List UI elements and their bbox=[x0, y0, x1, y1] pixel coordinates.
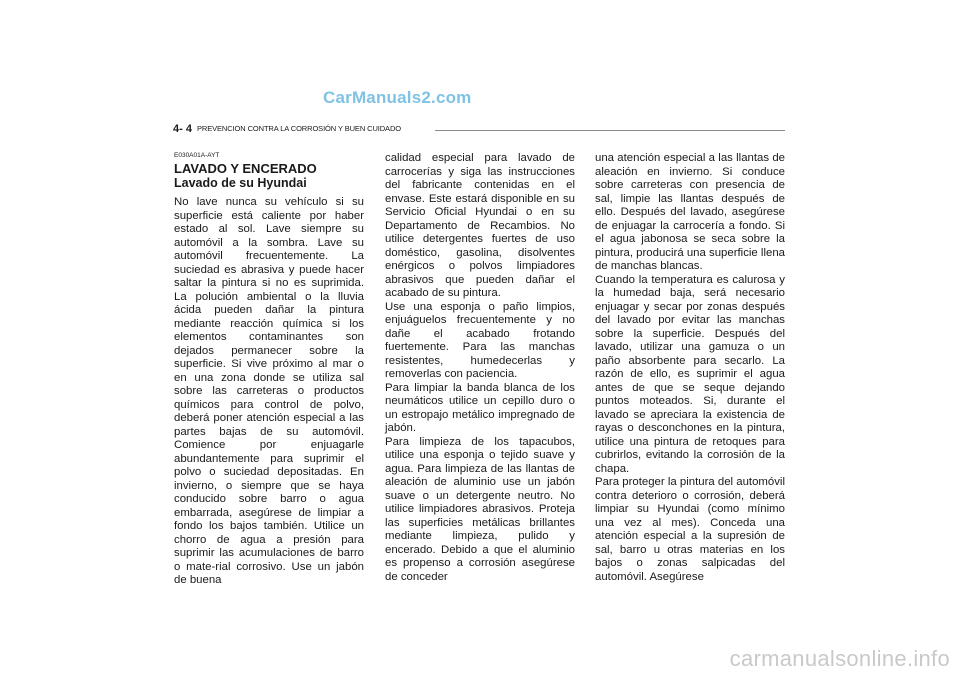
body-paragraph: Para limpieza de los tapacubos, utilice una esponja o tejido suave y agua. Para limpieza de las llantas de aleación de aluminio use un jabón suave o un detergente neutro. No utilice limpiadores abrasivos. Proteja las superficies metálicas brillantes mediante limpieza, pulido y encerado. Debido a que el aluminio es propenso a corrosión asegúrese de conceder bbox=[385, 435, 575, 583]
page-number: 4- 4 bbox=[173, 123, 192, 135]
body-paragraph: No lave nunca su vehículo si su superficie está caliente por haber estado al sol. Lave siempre su automóvil a la sombra. Lave su automóvil frecuentemente. La suciedad es abrasiva y puede hacer saltar la pintura si no es suprimida. La polución ambiental o la lluvia ácida pueden dañar la pintura mediante reacción química si los elementos contaminantes son dejados permanecer sobre la superficie. Si vive próximo al mar o en una zona donde se utiliza sal sobre las carreteras o productos químicos para control de polvo, deberá poner atención especial a las partes bajas de su automóvil. Comience por enjuagarle abundantemente para suprimir el polvo o suciedad depositadas. En invierno, o siempre que se haya conducido sobre barro o agua embarrada, asegúrese de limpiar a fondo los bajos también. Utilice un chorro de agua a presión para suprimir las acumulaciones de barro o mate-rial corrosivo. Use un jabón de buena bbox=[174, 196, 364, 586]
text-column-3 bbox=[595, 152, 785, 584]
body-paragraph: Cuando la temperatura es calurosa y la humedad baja, será necesario enjuagar y secar por zonas después del lavado por evitar las manchas sobre la superficie. Después del lavado, utilizar una gamuza o un paño absorbente para secarlo. La razón de ello, es suprimir el agua antes de que se seque dejando puntos moteados. Si, durante el lavado se apreciara la existencia de rayas o desconchones en la pintura, utilice una pintura de retoques para cubrirlos, evitando la corrosión de la chapa. bbox=[595, 273, 785, 475]
body-paragraph: calidad especial para lavado de carrocerías y siga las instrucciones del fabricante contenidas en el envase. Este estará disponible en su Servicio Oficial Hyundai o en su Departamento de Recambios. No utilice detergentes fuertes de uso doméstico, gasolina, disolventes enérgicos o polvos limpiadores abrasivos que pueden dañar el acabado de su pintura. bbox=[385, 152, 575, 299]
body-paragraph: Para proteger la pintura del automóvil contra deterioro o corrosión, deberá limpiar su Hyundai (como mínimo una vez al mes). Conceda una atención especial a la supresión de sal, barro u otras materias en los bajos o zonas salpicadas del automóvil. Asegúrese bbox=[595, 476, 785, 583]
text-column-1 bbox=[174, 152, 364, 588]
body-paragraph: Para limpiar la banda blanca de los neumáticos utilice un cepillo duro o un estropajo metálico impregnado de jabón. bbox=[385, 381, 575, 434]
section-subheading: Lavado de su Hyundai bbox=[174, 176, 307, 190]
body-paragraph: una atención especial a las llantas de aleación en invierno. Si conduce sobre carreteras con presencia de sal, limpie las llantas después de ello. Después del lavado, asegúrese de enjuagar la carrocería a fondo. Si el agua jabonosa se seca sobre la pintura, producirá una superficie llena de manchas blancas. bbox=[595, 152, 785, 272]
watermark-bottom-logo: carmanualsonline.info bbox=[729, 646, 950, 671]
section-code: E030A01A-AYT bbox=[174, 152, 220, 159]
page-header bbox=[173, 123, 785, 137]
section-heading: LAVADO Y ENCERADO bbox=[174, 161, 317, 176]
running-header-title: PREVENCION CONTRA LA CORROSIÓN Y BUEN CUIDADO bbox=[197, 124, 402, 133]
watermark-top-logo: CarManuals2.com bbox=[323, 88, 472, 107]
text-column-2 bbox=[385, 152, 575, 584]
header-rule-divider bbox=[435, 130, 785, 131]
body-paragraph: Use una esponja o paño limpios, enjuáguelos frecuentemente y no dañe el acabado frotando fuertemente. Para las manchas resistentes, humedecerlas y removerlas con paciencia. bbox=[385, 300, 575, 380]
